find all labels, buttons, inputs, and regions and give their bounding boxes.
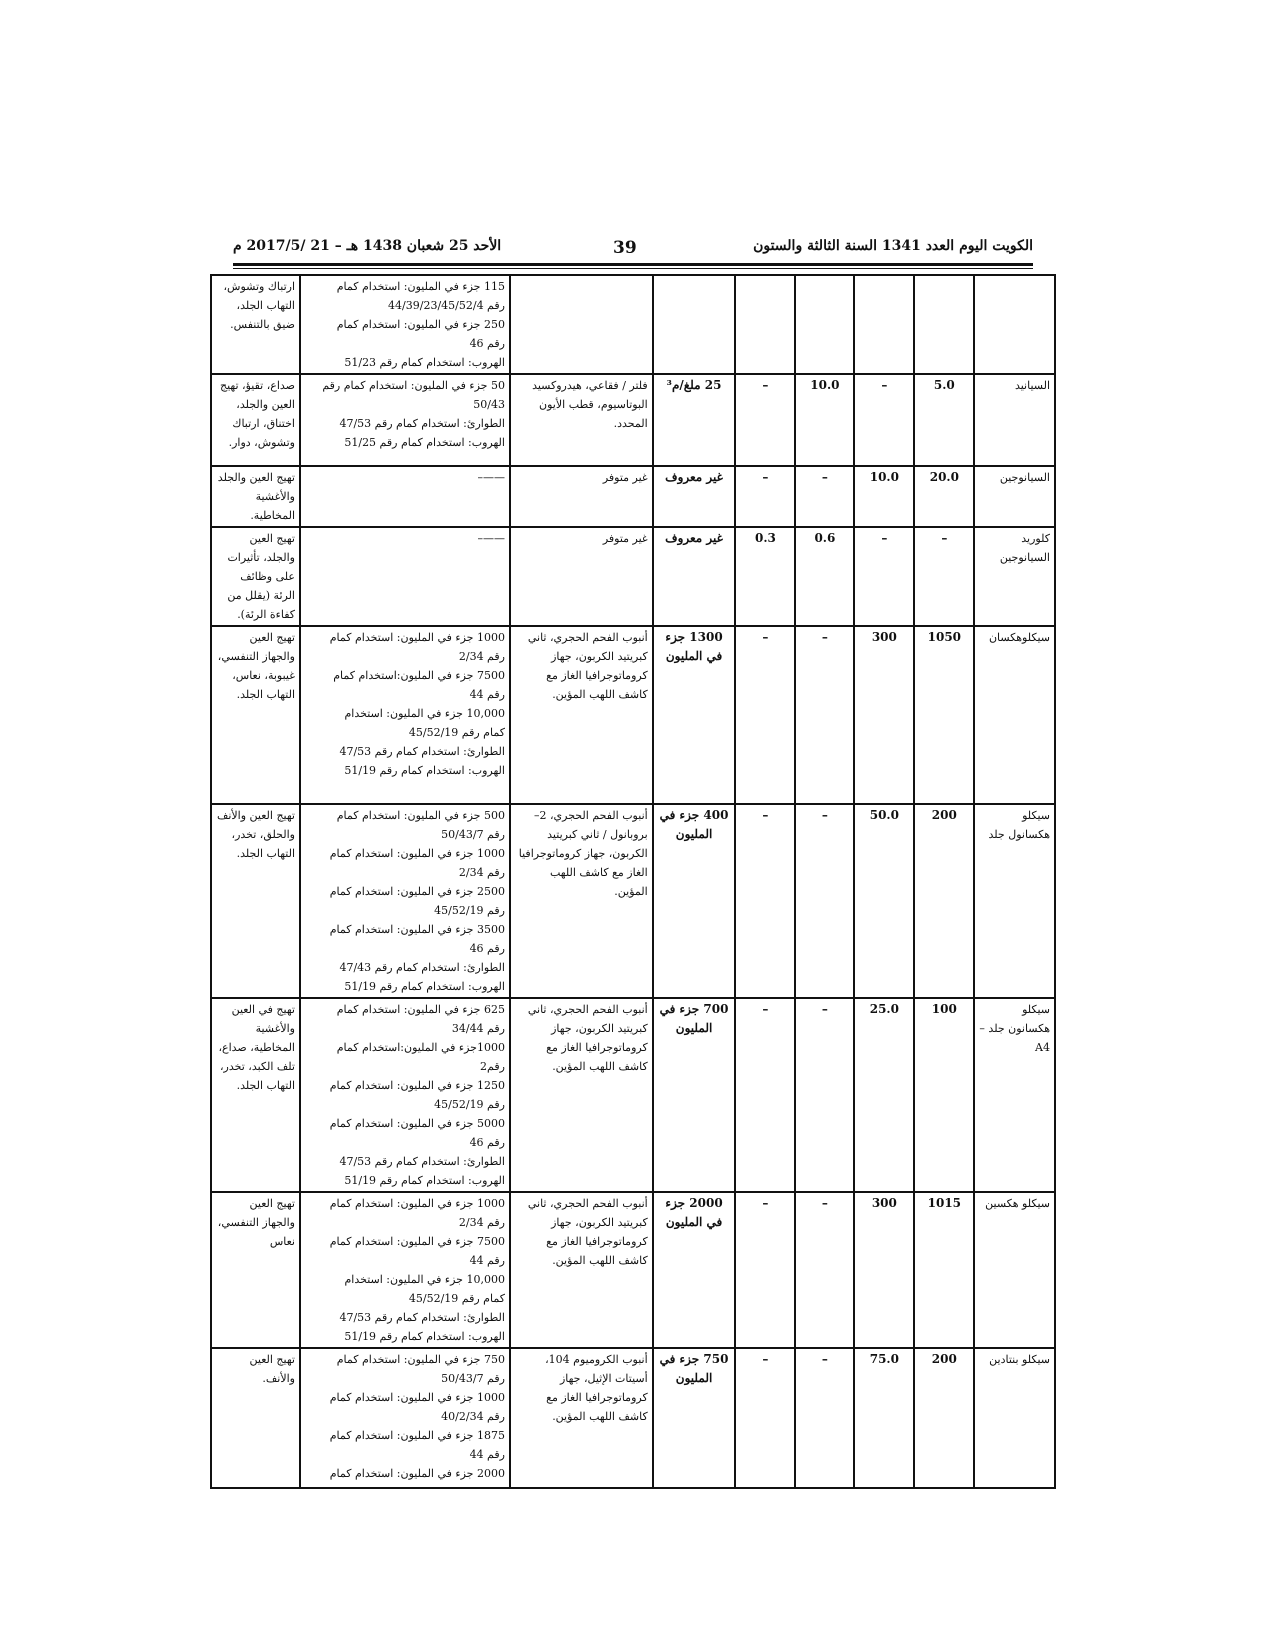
substance-name-cell: سيكلوهكسان — [974, 626, 1055, 804]
respirator-limits-cell — [300, 374, 510, 466]
value-cell: 50.0 — [854, 804, 914, 998]
value-cell: – — [735, 374, 795, 466]
respirator-limits-cell — [300, 527, 510, 626]
value-cell — [735, 275, 795, 374]
value-cell: 25.0 — [854, 998, 914, 1192]
health-effects-cell — [211, 804, 300, 998]
limit-line: 115 جزء في المليون: استخدام كمام — [336, 280, 505, 293]
value-cell: 75.0 — [854, 1348, 914, 1488]
value-cell: – — [795, 1348, 854, 1488]
table-row — [211, 466, 1055, 527]
value-cell: 0.6 — [795, 527, 854, 626]
limit-line: 10,000 جزء في المليون: استخدام — [344, 707, 505, 720]
limit-line: الهروب: استخدام كمام رقم 51/19 — [344, 980, 505, 993]
substance-name-cell: السيانوجين — [974, 466, 1055, 527]
health-effects-cell — [211, 1348, 300, 1488]
idlh-cell: 2000 جزء في المليون — [653, 1192, 736, 1348]
effect-line: تهيج العين والجهاز التنفسي، غيبوبة، نعاس، التهاب الجلد. — [217, 631, 295, 701]
substance-name-cell: كلوريد السيانوجين — [974, 527, 1055, 626]
limit-line: رقم 44 — [469, 688, 505, 701]
limit-line: 5000 جزء في المليون: استخدام كمام — [329, 1117, 505, 1130]
table-row — [211, 998, 1055, 1192]
value-cell — [914, 275, 974, 374]
value-cell: – — [795, 1192, 854, 1348]
respirator-limits-cell — [300, 804, 510, 998]
sampling-method-cell: غير متوفر — [510, 527, 653, 626]
limit-line: الهروب: استخدام كمام رقم 51/23 — [344, 356, 505, 369]
effect-line: صداع، تقيؤ، تهيج العين والجلد، اختناق، ارتباك وتشوش، دوار. — [219, 379, 295, 449]
limit-line: ——– — [477, 471, 505, 484]
limit-line: رقم 46 — [469, 1136, 505, 1149]
effect-line: تهيج العين والأنف. — [249, 1353, 295, 1385]
limit-line: ——– — [477, 532, 505, 545]
limit-line: 1875 جزء في المليون: استخدام كمام — [329, 1429, 505, 1442]
limit-line: 1000جزء في المليون:استخدام كمام — [336, 1041, 505, 1054]
substance-name-cell: سيكلو بنتادين — [974, 1348, 1055, 1488]
value-cell: – — [735, 998, 795, 1192]
limit-line: 10,000 جزء في المليون: استخدام — [344, 1273, 505, 1286]
limit-line: 50 جزء في المليون: استخدام كمام رقم 50/43 — [322, 379, 505, 411]
limit-line: كمام رقم 45/52/19 — [408, 1292, 505, 1305]
limit-line: الهروب: استخدام كمام رقم 51/19 — [344, 764, 505, 777]
header-rule — [233, 263, 1033, 266]
value-cell: 200 — [914, 804, 974, 998]
sampling-method-cell: أنبوب الفحم الحجري، ثاني كبريتيد الكربون، جهاز كروماتوجرافيا الغاز مع كاشف اللهب المؤين. — [510, 1192, 653, 1348]
idlh-cell: 25 ملغ/م³ — [653, 374, 736, 466]
limit-line: الطوارئ: استخدام كمام رقم 47/53 — [339, 417, 505, 430]
value-cell: – — [735, 1192, 795, 1348]
value-cell: 10.0 — [795, 374, 854, 466]
health-effects-cell — [211, 275, 300, 374]
sampling-method-cell: أنبوب الفحم الحجري، 2–بروبانول / ثاني كبريتيد الكربون، جهاز كروماتوجرافيا الغاز مع كاشف اللهب المؤين. — [510, 804, 653, 998]
value-cell: 100 — [914, 998, 974, 1192]
value-cell: – — [854, 527, 914, 626]
sampling-method-cell: فلتر / فقاعي، هيدروكسيد البوتاسيوم، قطب الأيون المحدد. — [510, 374, 653, 466]
limit-line: رقم 46 — [469, 942, 505, 955]
limit-line: رقم2 — [480, 1060, 505, 1073]
limit-line: رقم 44 — [469, 1254, 505, 1267]
effect-line: ارتباك وتشوش، — [223, 280, 295, 293]
sampling-method-cell: أنبوب الفحم الحجري، ثاني كبريتيد الكربون، جهاز كروماتوجرافيا الغاز مع كاشف اللهب المؤين. — [510, 998, 653, 1192]
idlh-cell: 700 جزء في المليون — [653, 998, 736, 1192]
limit-line: 750 جزء في المليون: استخدام كمام — [336, 1353, 505, 1366]
effect-line: تهيج العين والأنف والحلق، تخدر، التهاب الجلد. — [216, 809, 295, 860]
value-cell: – — [735, 804, 795, 998]
value-cell: 20.0 — [914, 466, 974, 527]
value-cell: 5.0 — [914, 374, 974, 466]
limit-line: رقم 2/34 — [458, 866, 505, 879]
page-number: 39 — [613, 238, 637, 258]
effect-line: ضيق بالتنفس. — [230, 318, 295, 331]
value-cell: – — [795, 626, 854, 804]
health-effects-cell — [211, 626, 300, 804]
substance-name-cell: سيكلو هكسانون جلد – A4 — [974, 998, 1055, 1192]
limit-line: 3500 جزء في المليون: استخدام كمام — [329, 923, 505, 936]
respirator-limits-cell — [300, 626, 510, 804]
table-row — [211, 1348, 1055, 1488]
limit-line: رقم 2/34 — [458, 650, 505, 663]
limit-line: 500 جزء في المليون: استخدام كمام — [336, 809, 505, 822]
value-cell: – — [914, 527, 974, 626]
health-effects-cell — [211, 998, 300, 1192]
value-cell: 1015 — [914, 1192, 974, 1348]
limit-line: رقم 50/43/7 — [441, 828, 505, 841]
substance-name-cell: السيانيد — [974, 374, 1055, 466]
limit-line: الطوارئ: استخدام كمام رقم 47/53 — [339, 1155, 505, 1168]
effect-line: تهيج العين والجهاز التنفسي، نعاس — [217, 1197, 295, 1248]
respirator-limits-cell — [300, 998, 510, 1192]
limit-line: رقم 40/2/34 — [441, 1410, 505, 1423]
sampling-method-cell: أنبوب الفحم الحجري، ثاني كبريتيد الكربون، جهاز كروماتوجرافيا الغاز مع كاشف اللهب المؤين. — [510, 626, 653, 804]
limit-line: الطوارئ: استخدام كمام رقم 47/53 — [339, 1311, 505, 1324]
limit-line: 2000 جزء في المليون: استخدام كمام — [329, 1467, 505, 1480]
limit-line: الهروب: استخدام كمام رقم 51/25 — [344, 436, 505, 449]
header-date: الأحد 25 شعبان 1438 هـ – 21 /2017/5 م — [233, 238, 502, 254]
value-cell — [854, 275, 914, 374]
respirator-limits-cell — [300, 1192, 510, 1348]
table-row — [211, 527, 1055, 626]
limit-line: رقم 34/44 — [451, 1022, 505, 1035]
table-row — [211, 804, 1055, 998]
limit-line: 7500 جزء في المليون: استخدام كمام — [329, 1235, 505, 1248]
table-row — [211, 626, 1055, 804]
health-effects-cell — [211, 1192, 300, 1348]
idlh-cell — [653, 275, 736, 374]
health-effects-cell — [211, 374, 300, 466]
chemicals-table — [210, 274, 1056, 1489]
value-cell: – — [735, 466, 795, 527]
effect-line: تهيج العين والجلد، تأثيرات على وظائف الرئة (يقلل من كفاءة الرئة). — [227, 532, 295, 621]
limit-line: 1000 جزء في المليون: استخدام كمام — [329, 631, 505, 644]
idlh-cell: غير معروف — [653, 527, 736, 626]
idlh-cell: 400 جزء في المليون — [653, 804, 736, 998]
limit-line: رقم 45/52/19 — [434, 904, 505, 917]
limit-line: الطوارئ: استخدام كمام رقم 47/53 — [339, 745, 505, 758]
table-body — [211, 275, 1055, 1488]
limit-line: رقم 44/39/23/45/52/4 — [388, 299, 505, 312]
health-effects-cell — [211, 466, 300, 527]
health-effects-cell — [211, 527, 300, 626]
value-cell: – — [735, 626, 795, 804]
value-cell: – — [735, 1348, 795, 1488]
limit-line: 625 جزء في المليون: استخدام كمام — [336, 1003, 505, 1016]
effect-line: تهيج في العين والأغشية المخاطية، صداع، تلف الكبد، تخدر، التهاب الجلد. — [218, 1003, 295, 1092]
sampling-method-cell: أنبوب الكروميوم 104، أسيتات الإثيل، جهاز كروماتوجرافيا الغاز مع كاشف اللهب المؤين. — [510, 1348, 653, 1488]
limit-line: الهروب: استخدام كمام رقم 51/19 — [344, 1330, 505, 1343]
substance-name-cell: سيكلو هكسين — [974, 1192, 1055, 1348]
limit-line: رقم 2/34 — [458, 1216, 505, 1229]
idlh-cell: 750 جزء في المليون — [653, 1348, 736, 1488]
limit-line: الهروب: استخدام كمام رقم 51/19 — [344, 1174, 505, 1187]
effect-line: التهاب الجلد، — [236, 299, 295, 312]
value-cell: 10.0 — [854, 466, 914, 527]
idlh-cell: غير معروف — [653, 466, 736, 527]
respirator-limits-cell — [300, 466, 510, 527]
table-row — [211, 275, 1055, 374]
limit-line: 7500 جزء في المليون:استخدام كمام — [333, 669, 505, 682]
limit-line: رقم 50/43/7 — [441, 1372, 505, 1385]
respirator-limits-cell — [300, 1348, 510, 1488]
table-row — [211, 374, 1055, 466]
value-cell: 200 — [914, 1348, 974, 1488]
header-issue-info: الكويت اليوم العدد 1341 السنة الثالثة والستون — [753, 238, 1033, 254]
limit-line: 1000 جزء في المليون: استخدام كمام — [329, 1391, 505, 1404]
limit-line: 250 جزء في المليون: استخدام كمام — [336, 318, 505, 331]
value-cell: – — [854, 374, 914, 466]
effect-line: تهيج العين والجلد والأغشية المخاطية. — [217, 471, 295, 522]
header-rule-thin — [233, 268, 1033, 269]
value-cell: 300 — [854, 1192, 914, 1348]
table-row — [211, 1192, 1055, 1348]
substance-name-cell — [974, 275, 1055, 374]
limit-line: رقم 44 — [469, 1448, 505, 1461]
limit-line: 1000 جزء في المليون: استخدام كمام — [329, 847, 505, 860]
value-cell: – — [795, 998, 854, 1192]
limit-line: 2500 جزء في المليون: استخدام كمام — [329, 885, 505, 898]
limit-line: رقم 45/52/19 — [434, 1098, 505, 1111]
value-cell: 300 — [854, 626, 914, 804]
value-cell: – — [795, 804, 854, 998]
respirator-limits-cell — [300, 275, 510, 374]
substance-name-cell: سيكلو هكسانول جلد — [974, 804, 1055, 998]
value-cell: 0.3 — [735, 527, 795, 626]
value-cell — [795, 275, 854, 374]
limit-line: الطوارئ: استخدام كمام رقم 47/43 — [339, 961, 505, 974]
idlh-cell: 1300 جزء في المليون — [653, 626, 736, 804]
value-cell: 1050 — [914, 626, 974, 804]
limit-line: رقم 46 — [469, 337, 505, 350]
sampling-method-cell: غير متوفر — [510, 466, 653, 527]
value-cell: – — [795, 466, 854, 527]
limit-line: 1000 جزء في المليون: استخدام كمام — [329, 1197, 505, 1210]
page-header — [233, 238, 1033, 266]
sampling-method-cell — [510, 275, 653, 374]
limit-line: 1250 جزء في المليون: استخدام كمام — [329, 1079, 505, 1092]
limit-line: كمام رقم 45/52/19 — [408, 726, 505, 739]
